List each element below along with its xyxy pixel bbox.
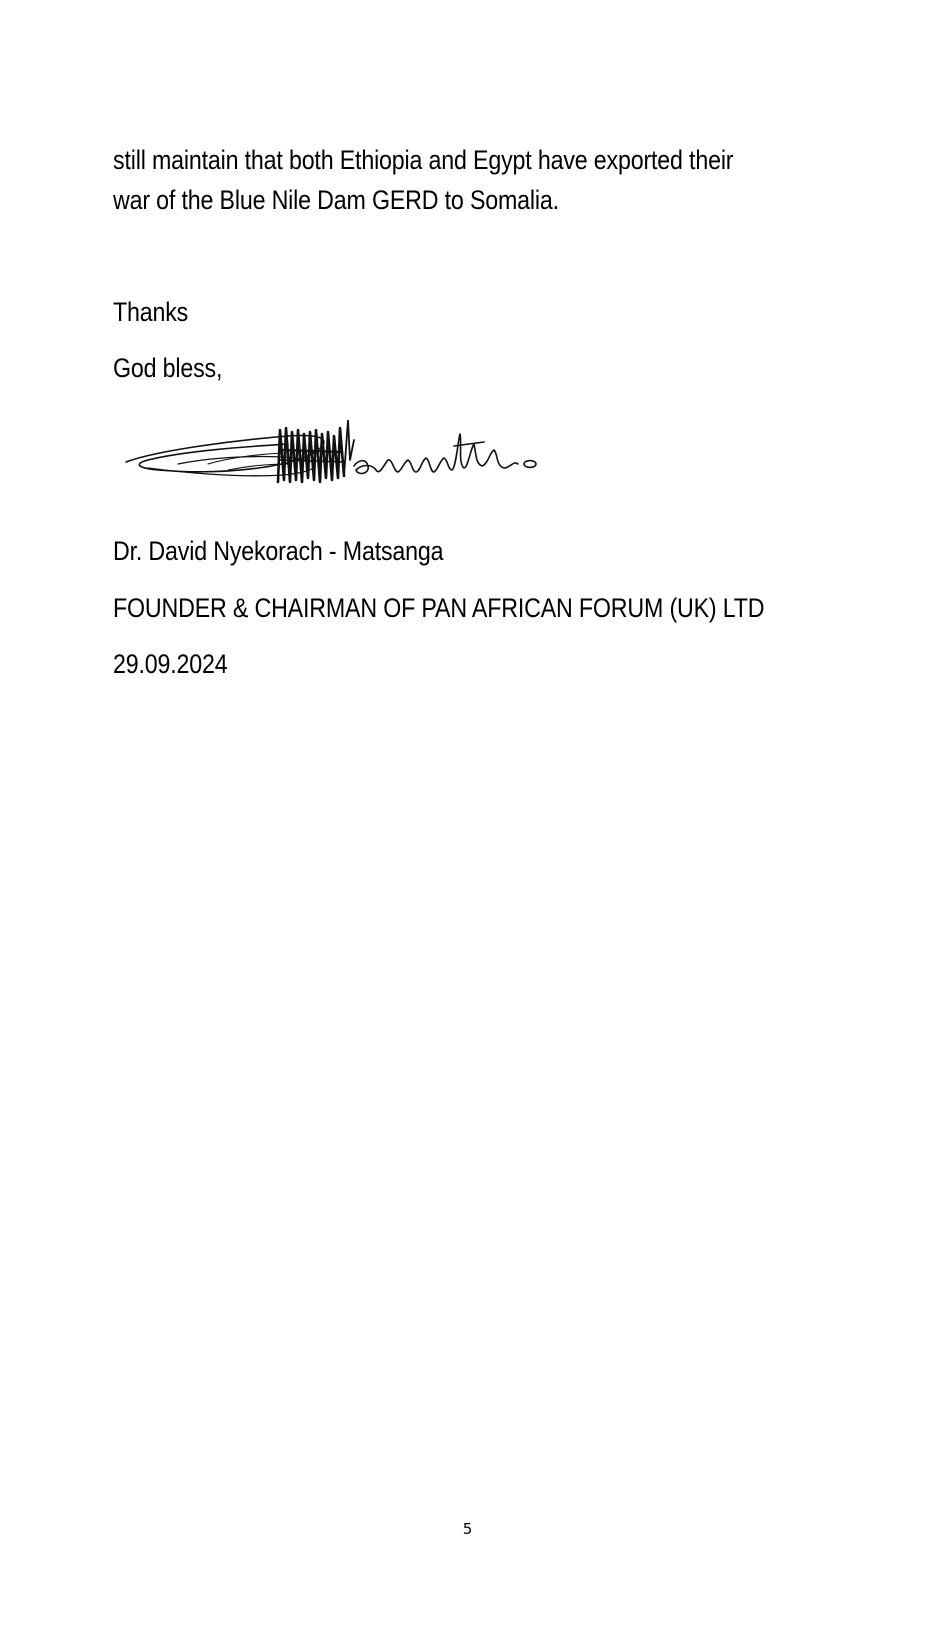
signature-date: 29.09.2024 — [113, 649, 228, 679]
closing-thanks: Thanks — [113, 297, 189, 327]
body-paragraph-line: still maintain that both Ethiopia and Egypt have exported their — [113, 145, 734, 175]
closing-blessing: God bless, — [113, 353, 223, 383]
page-number: 5 — [462, 1520, 473, 1538]
body-paragraph-line: war of the Blue Nile Dam GERD to Somalia. — [113, 185, 559, 215]
signature-image — [118, 420, 558, 510]
signatory-name: Dr. David Nyekorach - Matsanga — [113, 536, 444, 566]
signatory-title: FOUNDER & CHAIRMAN OF PAN AFRICAN FORUM (UK) LTD — [113, 593, 765, 623]
